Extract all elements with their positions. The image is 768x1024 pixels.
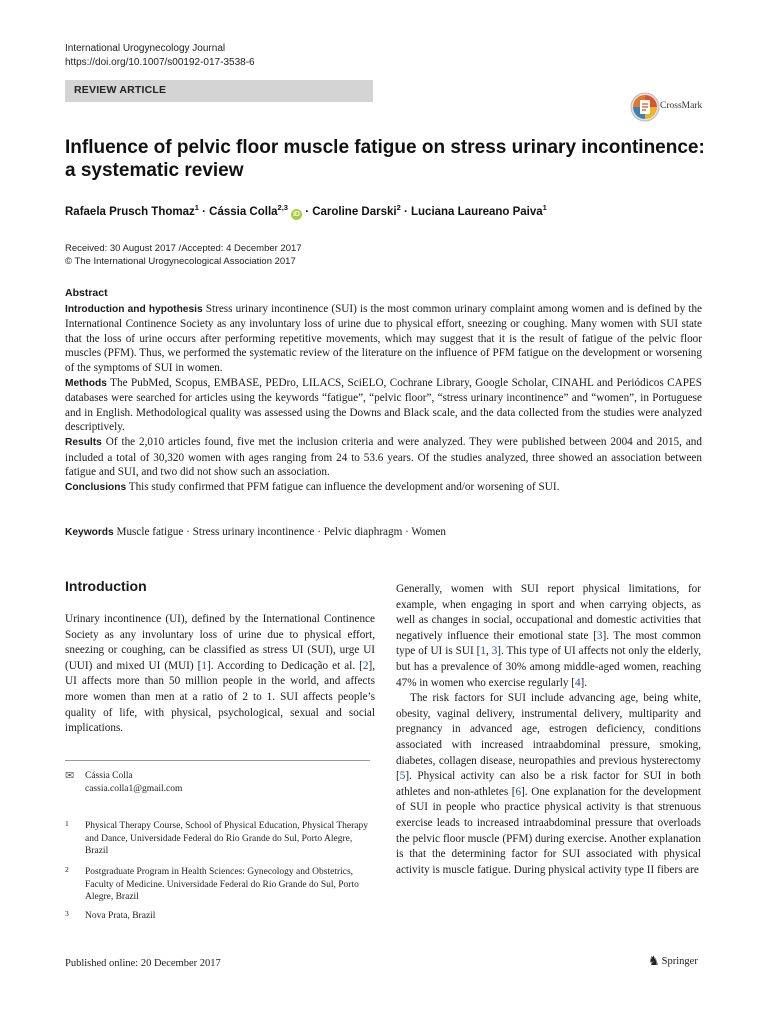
crossmark-icon: [630, 92, 660, 122]
crossmark-badge[interactable]: [630, 92, 730, 124]
author-affiliation: 2,3: [277, 203, 288, 212]
affiliation-number: 2: [65, 865, 69, 874]
abstract-results: [65, 435, 702, 480]
publisher-logo: [648, 953, 698, 969]
introduction-heading: Introduction: [65, 578, 147, 594]
citation-link[interactable]: 1: [201, 659, 207, 672]
citation-link[interactable]: 2: [362, 659, 369, 672]
affiliation-text: Physical Therapy Course, School of Physical Education, Physical Therapy and Dance, Universidade Federal do Rio Grande do Sul, Porto Alegre, Brazil: [85, 821, 369, 856]
title-line-2: a systematic review: [65, 160, 244, 181]
intro-paragraph: Generally, women with SUI report physical limitations, for example, when engaging in sport and when carrying objects, as well as changes in social, occupational and domestic activities that negatively influence their emotional state [3]. The most common type of UI is SUI [1, 3]. This type of UI affects not only the elderly, but has a prevalence of 30% among middle-aged women, reaching 47% in women who exercise regularly [4].: [396, 583, 702, 689]
author-name[interactable]: Cássia Colla: [209, 205, 278, 218]
published-date: Published online: 20 December 2017: [65, 958, 221, 969]
citation-link[interactable]: 6: [515, 785, 522, 798]
citation-link[interactable]: 4: [574, 676, 581, 689]
article-type-label: REVIEW ARTICLE: [74, 84, 167, 96]
crossmark-label: CrossMark: [660, 101, 703, 111]
envelope-icon: ✉: [65, 770, 75, 782]
intro-paragraph: The risk factors for SUI include advancing age, being white, obesity, vaginal delivery, instrumental delivery, multiparity and pregnancy in advanced age, estrogen deficiency, conditions associated with increased intraabdominal pressure, smoking, diabetes, collagen disease, neuropathies and previous hysterectomy [5]. Physical activity can also be a risk factor for SUI in both athletes and non-athletes [6]. One explanation for the development of SUI in people who practice physical activity is that strenuous exercise leads to increased intraabdominal pressure that overloads the pelvic floor muscle (PFM) during exercise. Another explanation is that the determining factor for SUI associated with physical activity is muscle fatigue. During physical activity type II fibers are: [396, 692, 701, 876]
affiliation-text: Postgraduate Program in Health Sciences: Gynecology and Obstetrics, Faculty of Medicine. Universidade Federal do Rio Grande do Sul, Porto Alegre, Brazil: [85, 867, 359, 902]
citation-link[interactable]: 1: [480, 645, 486, 658]
author-name[interactable]: Luciana Laureano Paiva: [411, 205, 543, 218]
footnote-rule: [65, 760, 370, 761]
author-name[interactable]: Rafaela Prusch Thomaz: [65, 205, 195, 218]
received-accepted: Received: 30 August 2017 /Accepted: 4 December 2017: [65, 243, 302, 254]
title-line-1: Influence of pelvic floor muscle fatigue on stress urinary incontinence:: [65, 137, 705, 158]
abstract-methods-label: Methods: [65, 377, 107, 389]
keywords-text: Muscle fatigue · Stress urinary incontinence · Pelvic diaphragm · Women: [116, 526, 446, 538]
author-affiliation: 1: [542, 203, 547, 212]
intro-paragraph: Urinary incontinence (UI), defined by the International Continence Society as any involuntary loss of urine due to physical effort, sneezing or coughing, can be classified as stress UI (SUI), urge UI (UUI) and mixed UI (MUI) [1]. According to Dedicação et al. [2], UI affects more than 50 million people in the world, and affects more women than men at a ratio of 2 to 1. SUI affects people’s quality of life, with physical, psychological, sexual and social implications.: [65, 613, 376, 735]
abstract-introduction: [65, 302, 702, 376]
doi-link[interactable]: https://doi.org/10.1007/s00192-017-3538-6: [65, 57, 255, 68]
abstract: [65, 286, 702, 495]
abstract-intro-label: Introduction and hypothesis: [65, 303, 203, 315]
abstract-conclusions-text: This study confirmed that PFM fatigue can influence the development and/or worsening of SUI.: [128, 480, 560, 493]
affiliation-number: 1: [65, 819, 69, 828]
contact-email[interactable]: cassia.colla1@gmail.com: [85, 783, 183, 794]
abstract-results-text: Of the 2,010 articles found, five met the inclusion criteria and were analyzed. They were published between 2004 and 2015, and included a total of 30,320 women with ages ranging from 24 to 53.6 years. Of the studies analyzed, three showed an association between fatigue and SUI, and two did not show such an association.: [65, 435, 702, 479]
article-type-bar: [65, 80, 373, 102]
left-column: [65, 612, 375, 737]
keywords: [65, 526, 446, 538]
author-name[interactable]: Caroline Darski: [312, 205, 397, 218]
contact-name: Cássia Colla: [85, 771, 133, 781]
article-dates: [65, 242, 302, 268]
abstract-methods-text: The PubMed, Scopus, EMBASE, PEDro, LILACS, SciELO, Cochrane Library, Google Scholar, CINAHL and Periódicos CAPES databases were searched for articles using the keywords “fatigue”, “pelvic floor”, “stress urinary incontinence” and “women”, in Portuguese and in English. Methodological quality was assessed using the Downs and Black scale, and the data collected from the studies were analyzed descriptively.: [65, 376, 702, 434]
right-column: [396, 582, 701, 878]
abstract-intro-text: Stress urinary incontinence (SUI) is the most common urinary complaint among women and is defined by the International Continence Society as any involuntary loss of urine due to physical effort, sneezing or coughing. Many women with SUI state that the loss of urine occurs after performing repetitive movements, which may suggest that it is the result of fatigue of the pelvic floor muscles (PFM). Thus, we performed the systematic review of the literature on the influence of PFM fatigue on the development or worsening of the symptoms of SUI in women.: [65, 302, 703, 374]
citation-link[interactable]: 3: [491, 645, 498, 658]
abstract-conclusions-label: Conclusions: [65, 481, 127, 493]
affiliation-number: 3: [65, 909, 69, 918]
journal-header: [65, 42, 255, 70]
orcid-icon[interactable]: iD: [292, 210, 300, 218]
abstract-heading: Abstract: [65, 287, 108, 299]
citation-link[interactable]: 5: [399, 770, 406, 783]
author-affiliation: 1: [194, 203, 199, 212]
journal-name: International Urogynecology Journal: [65, 43, 226, 54]
springer-horse-icon: ♞: [648, 953, 660, 968]
author-list: Rafaela Prusch Thomaz$^1$ · Cássia Colla$^{2,3}$iD · Caroline Darski$^2$ · Luciana Laureano Paiva$^1$: [65, 203, 547, 218]
affiliation-text: Nova Prata, Brazil: [85, 911, 156, 921]
publisher-name: Springer: [661, 956, 698, 967]
abstract-results-label: Results: [65, 436, 102, 448]
article-title: [65, 136, 705, 182]
author-affiliation: 2: [396, 203, 401, 212]
keywords-label: Keywords: [65, 527, 114, 538]
citation-link[interactable]: 3: [596, 629, 603, 642]
copyright-line: © The International Urogynecological Association 2017: [65, 256, 296, 267]
abstract-methods: [65, 376, 702, 435]
abstract-conclusions: [65, 480, 702, 496]
